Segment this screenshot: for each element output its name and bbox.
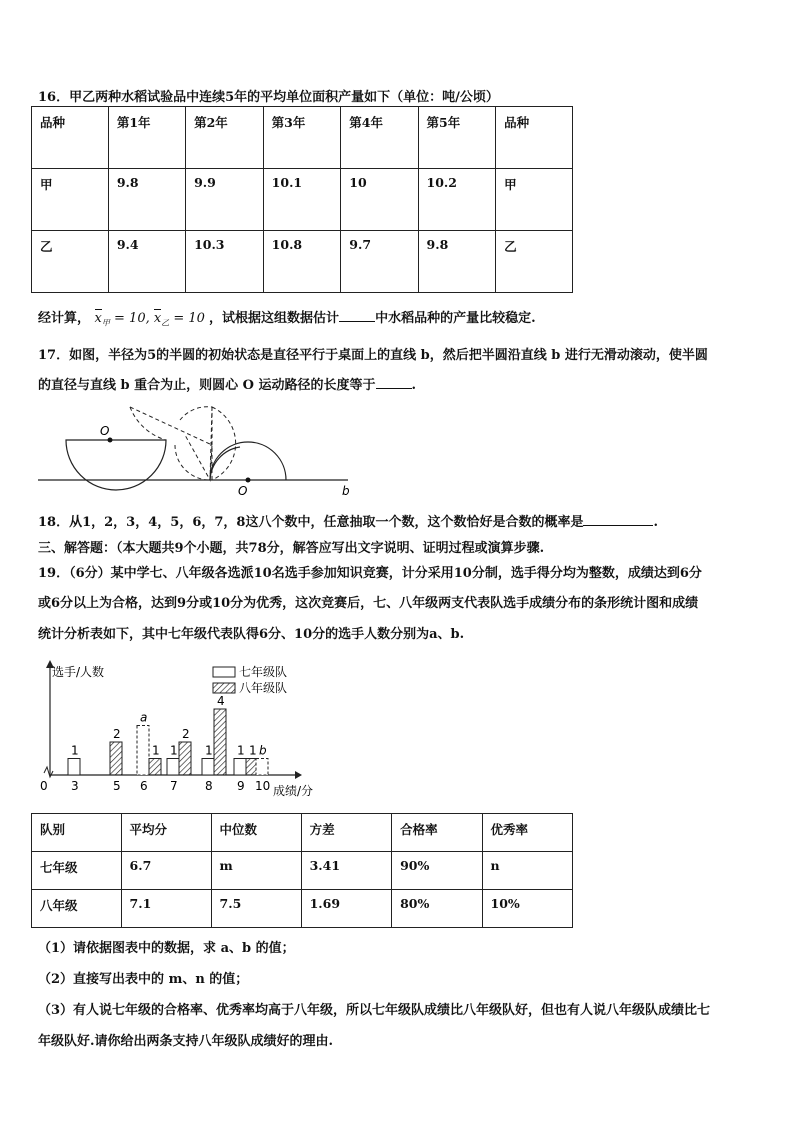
data-label-seventh: 1 — [205, 743, 213, 758]
q16-table-cell: 9.8 — [418, 231, 496, 293]
bar-eighth-grade — [149, 759, 161, 776]
q16-eq-jia: = 10, — [109, 311, 154, 326]
q19-table-cell: 6.7 — [121, 852, 211, 890]
q19-table-cell: 八年级 — [32, 890, 122, 928]
q16-table-cell: 10.1 — [263, 169, 341, 231]
center-o-initial — [108, 438, 113, 443]
data-label-eighth: 1 — [249, 743, 257, 758]
legend-swatch-eighth — [213, 683, 235, 693]
bar-seventh-grade — [234, 759, 246, 776]
q19-line3: 统计分析表如下，其中七年级代表队得6分、10分的选手人数分别为a、b. — [38, 627, 465, 642]
label-o-final: O — [238, 484, 248, 498]
q16-table-cell: 乙 — [32, 231, 109, 293]
bar-seventh-grade — [256, 759, 268, 776]
q16-answer-blank[interactable] — [339, 321, 375, 322]
q17-line2 — [38, 374, 416, 393]
data-label-seventh: 1 — [170, 743, 178, 758]
q16-sub-jia: 甲 — [101, 318, 110, 328]
dashed-path-1 — [130, 407, 212, 480]
q19-bar-chart — [30, 656, 340, 804]
x-axis-label: 成绩/分 — [273, 784, 314, 798]
q16-table-cell: 品种 — [496, 107, 573, 169]
q19-table-cell: m — [211, 852, 301, 890]
q19-sub3-line1: （3）有人说七年级的合格率、优秀率均高于八年级，所以七年级队成绩比八年级队好，但也有人说八年级队成绩比七 — [38, 1003, 711, 1018]
q19-table-cell: 优秀率 — [482, 814, 572, 852]
final-semicircle-extra — [210, 447, 240, 480]
data-label-eighth: 4 — [217, 694, 225, 708]
q16-table-cell: 10 — [341, 169, 418, 231]
y-axis-label: 选手/人数 — [52, 665, 105, 679]
x-tick-label: 5 — [113, 779, 121, 793]
data-label-eighth: 2 — [182, 727, 190, 741]
q16-xbar-yi: x — [153, 311, 162, 326]
legend-label-eighth: 八年级队 — [239, 681, 288, 695]
q16-xbar-jia: x — [94, 311, 102, 326]
dashed-arc-1 — [130, 407, 166, 440]
data-label-seventh: 1 — [237, 743, 245, 758]
q16-table-cell: 10.3 — [186, 231, 264, 293]
q18-line — [38, 511, 658, 530]
q16-table-cell: 9.8 — [108, 169, 185, 231]
data-label-seventh: b — [259, 743, 267, 758]
center-o-final — [246, 478, 251, 483]
q18-answer-blank[interactable] — [583, 525, 653, 526]
label-b: b — [342, 484, 350, 498]
q16-table-cell: 9.9 — [186, 169, 264, 231]
q16-table — [31, 106, 573, 293]
q19-table-cell: 合格率 — [392, 814, 482, 852]
x-tick-label: 8 — [205, 779, 213, 793]
q19-table-cell: n — [482, 852, 572, 890]
q16-eq-yi: = 10 — [169, 311, 205, 326]
q19-table-cell: 7.1 — [121, 890, 211, 928]
bar-eighth-grade — [179, 742, 191, 775]
q16-table-row — [32, 169, 573, 231]
section3-heading: 三、解答题：（本大题共9个小题，共78分，解答应写出文字说明、证明过程或演算步骤. — [38, 541, 545, 556]
q19-line1: 19．（6分）某中学七、八年级各选派10名选手参加知识竞赛，计分采用10分制，选手得分均为整数，成绩达到6分 — [38, 566, 702, 581]
q16-sub-yi: 乙 — [161, 318, 170, 328]
bar-seventh-grade — [137, 726, 149, 776]
q16-table-cell: 甲 — [32, 169, 109, 231]
q16-table-cell: 第5年 — [418, 107, 496, 169]
q16-calc-line — [38, 307, 536, 329]
q16-table-cell: 第4年 — [341, 107, 418, 169]
q19-table-row — [32, 890, 573, 928]
q18-text: 18．从1，2，3，4，5，6，7，8这八个数中，任意抽取一个数，这个数恰好是合数的概率是 — [38, 515, 584, 530]
q19-table-cell: 平均分 — [121, 814, 211, 852]
q19-table — [31, 813, 573, 928]
q16-table-cell: 第2年 — [186, 107, 264, 169]
q17-answer-blank[interactable] — [376, 388, 412, 389]
bar-seventh-grade — [68, 759, 80, 776]
q16-table-row — [32, 231, 573, 293]
q16-table-header-row — [32, 107, 573, 169]
data-label-seventh: a — [140, 710, 148, 725]
q19-table-cell: 90% — [392, 852, 482, 890]
q19-table-cell: 方差 — [301, 814, 392, 852]
q19-sub3-line2: 年级队好.请你给出两条支持八年级队成绩好的理由. — [38, 1034, 334, 1049]
q16-calc-prefix: 经计算， — [38, 311, 91, 326]
data-label-eighth: 1 — [152, 743, 160, 758]
x-tick-label: 9 — [237, 779, 245, 793]
dashed-arc-4 — [212, 407, 236, 480]
bar-seventh-grade — [202, 759, 214, 776]
q16-table-cell: 9.4 — [108, 231, 185, 293]
q16-table-cell: 品种 — [32, 107, 109, 169]
q17-line2-text: 的直径与直线 b 重合为止，则圆心 O 运动路径的长度等于 — [38, 378, 376, 393]
initial-semicircle — [66, 440, 166, 490]
legend-label-seventh: 七年级队 — [239, 665, 288, 679]
x-tick-label: 10 — [255, 779, 271, 793]
q16-stem: 16．甲乙两种水稻试验品中连续5年的平均单位面积产量如下（单位：吨/公顷） — [38, 90, 499, 105]
q19-table-cell: 3.41 — [301, 852, 392, 890]
x-tick-label: 3 — [71, 779, 79, 793]
q16-table-cell: 10.8 — [263, 231, 341, 293]
x-tick-label: 7 — [170, 779, 178, 793]
q19-table-header-row — [32, 814, 573, 852]
origin-label: 0 — [40, 779, 48, 793]
label-o-initial: O — [100, 424, 110, 438]
q19-table-cell: 1.69 — [301, 890, 392, 928]
q16-calc-suffix1: ，试根据这组数据估计 — [209, 311, 340, 326]
q16-table-cell: 第1年 — [108, 107, 185, 169]
data-label-eighth: 2 — [113, 727, 121, 741]
q19-table-cell: 10% — [482, 890, 572, 928]
q17-line2-end: . — [411, 378, 417, 393]
x-axis-arrow — [295, 771, 302, 779]
q17-line1: 17．如图，半径为5的半圆的初始状态是直径平行于桌面上的直线 b，然后把半圆沿直线 b 进行无滑动滚动，使半圆 — [38, 348, 708, 363]
q17-figure — [30, 395, 360, 500]
q19-sub2: （2）直接写出表中的 m、n 的值； — [38, 972, 249, 987]
q19-table-cell: 队别 — [32, 814, 122, 852]
dashed-arc-2 — [180, 407, 212, 480]
q18-end: . — [653, 515, 658, 530]
bar-eighth-grade — [110, 742, 122, 775]
q16-table-cell: 第3年 — [263, 107, 341, 169]
q16-table-cell: 9.7 — [341, 231, 418, 293]
q19-table-row — [32, 852, 573, 890]
legend-swatch-seventh — [213, 667, 235, 677]
q16-calc-suffix2: 中水稻品种的产量比较稳定. — [375, 311, 536, 326]
q19-line2: 或6分以上为合格，达到9分或10分为优秀，这次竞赛后，七、八年级两支代表队选手成绩分布的条形统计图和成绩 — [38, 596, 699, 611]
q16-table-cell: 甲 — [496, 169, 573, 231]
q19-sub1: （1）请依据图表中的数据，求 a、b 的值； — [38, 941, 295, 956]
q19-table-cell: 中位数 — [211, 814, 301, 852]
bar-eighth-grade — [214, 709, 226, 775]
data-label-seventh: 1 — [71, 743, 79, 758]
q19-table-cell: 7.5 — [211, 890, 301, 928]
q16-table-cell: 10.2 — [418, 169, 496, 231]
q16-table-cell: 乙 — [496, 231, 573, 293]
q19-table-cell: 七年级 — [32, 852, 122, 890]
x-tick-label: 6 — [140, 779, 148, 793]
bar-seventh-grade — [167, 759, 179, 776]
q19-table-cell: 80% — [392, 890, 482, 928]
